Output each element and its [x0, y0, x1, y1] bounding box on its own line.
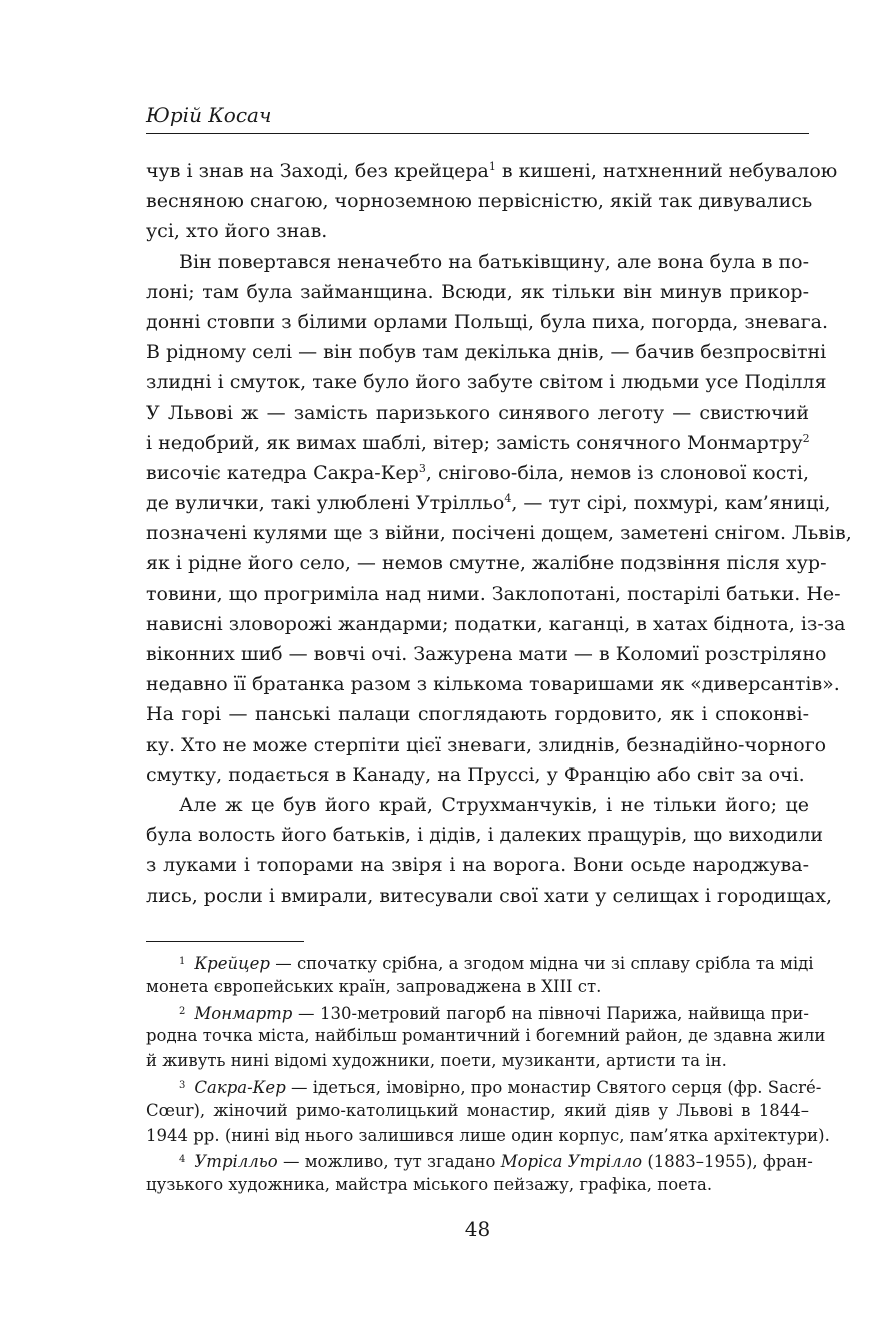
body-line: В рідному селі — він побув там декілька днів, — бачив безпросвітні — [146, 341, 827, 364]
footnote-3-line-3: 1944 рр. (нині від нього залишився лише один корпус, пам’ятка архітектури). — [146, 1125, 830, 1145]
body-line: усі, хто його знав. — [146, 220, 328, 243]
footnote-2-line-1: $^2$ Монмартр — 130-метровий пагорб на півночі Парижа, найвища при- — [179, 1003, 809, 1023]
footnote-1-term: Крейцер — [194, 954, 270, 973]
body-line: віконних шиб — вовчі очі. Зажурена мати — в Коломиї розстріляно — [146, 643, 827, 665]
header-rule — [146, 133, 809, 134]
footnote-1-line-1: $^1$ Крейцер — спочатку срібна, а згодом мідна чи зі сплаву срібла та міді — [179, 954, 814, 973]
footnote-2-line-2: родна точка міста, найбільш романтичний і богемний район, де здавна жили — [146, 1026, 826, 1046]
footnote-3-line-2: Cœur), жіночий римо-католицький монастир, який діяв у Львові в 1844– — [146, 1100, 809, 1120]
footnote-1-line-2: монета європейських країн, запроваджена в XIII ст. — [146, 976, 602, 996]
footnote-ref: 4 — [504, 492, 512, 506]
page-number: 48 — [464, 1217, 491, 1241]
footnote-2-term: Монмартр — [194, 1003, 293, 1023]
body-line: з луками і топорами на звіря і на ворога. Вони осьде народжува- — [146, 854, 809, 877]
footnote-ref: 2 — [802, 431, 810, 445]
footnote-4-name: Моріса Утрілло — [500, 1152, 643, 1172]
footnote-4-number: 4 — [179, 1154, 186, 1166]
footnote-4-term: Утрілльо — [194, 1152, 278, 1172]
footnotes — [146, 950, 830, 1198]
body-line: позначені кулями ще з війни, посічені дощем, заметені снігом. Львів, — [146, 522, 852, 545]
body-line: У Львові ж — замість паризького синявого леготу — свистючий — [146, 401, 809, 424]
body-line: лись, росли і вмирали, витесували свої хати у селищах і городищах, — [146, 884, 833, 907]
footnote-3-line-1: $^3$ Сакра-Кер — ідеться, імовірно, про монастир Святого серця (фр. Sacré- — [179, 1077, 822, 1097]
body-line: На горі — панські палаци споглядають гордовито, як і споконві- — [146, 703, 809, 726]
body-line: донні стовпи з білими орлами Польщі, була пиха, погорда, зневага. — [146, 310, 828, 333]
body-line: недавно її братанка разом з кількома товаришами як «диверсантів». — [146, 673, 840, 696]
footnote-ref: 1 — [488, 160, 496, 173]
footnote-3-term: Сакра-Кер — [194, 1077, 286, 1097]
footnote-2-number: 2 — [179, 1005, 186, 1017]
footnote-ref: 3 — [418, 461, 426, 475]
body-line: як і рідне його село, — немов смутне, жалібне подзвіння після хур- — [146, 552, 827, 575]
body-line: смутку, подається в Канаду, на Пруссі, у Францію або світ за очі. — [146, 763, 805, 786]
body-line: де вулички, такі улюблені Утрілльо$^4$, — тут сірі, похмурі, кам’яниці, — [146, 492, 831, 515]
body-line: нависні зловорожі жандарми; податки, каганці, в хатах біднота, із-за — [146, 612, 846, 635]
footnote-2-line-3: й живуть нині відомі художники, поети, музиканти, артисти та ін. — [146, 1051, 727, 1071]
body-line: і недобрий, як вимах шаблі, вітер; замість сонячного Монмартру$^2$ — [146, 431, 810, 454]
body-line: злидні і смуток, таке було його забуте світом і людьми усе Поділля — [146, 371, 827, 394]
body-line: весняною снагою, чорноземною первісністю, якій так дивувались — [146, 190, 813, 213]
body-line: лоні; там була займанщина. Всюди, як тільки він минув прикор- — [146, 280, 809, 303]
body-line: ку. Хто не може стерпіти цієї зневаги, злиднів, безнадійно-чорного — [146, 733, 827, 756]
body-line: була волость його батьків, і дідів, і далеких пращурів, що виходили — [146, 824, 824, 847]
body-text — [146, 156, 852, 911]
running-header: Юрій Косач — [146, 103, 272, 127]
footnote-4-line-2: цузького художника, майстра міського пейзажу, графіка, поета. — [146, 1175, 713, 1195]
body-line: височіє катедра Сакра-Кер$^3$, снігово-біла, немов із слонової кості, — [146, 461, 809, 484]
footnote-1-number: 1 — [179, 956, 186, 967]
body-line: Але ж це був його край, Струхманчуків, і не тільки його; це — [179, 793, 809, 816]
footnote-4-line-1: $^4$ Утрілльо — можливо, тут згадано Моріса Утрілло (1883–1955), фран- — [179, 1152, 813, 1172]
body-line: чув і знав на Заході, без крейцера$^1$ в кишені, натхненний небувалою — [146, 160, 838, 182]
body-line: товини, що прогриміла над ними. Заклопотані, постарілі батьки. Не- — [146, 582, 841, 605]
body-line: Він повертався неначебто на батьківщину, але вона була в по- — [179, 250, 809, 273]
footnote-separator — [146, 941, 304, 942]
footnote-3-number: 3 — [179, 1079, 186, 1091]
